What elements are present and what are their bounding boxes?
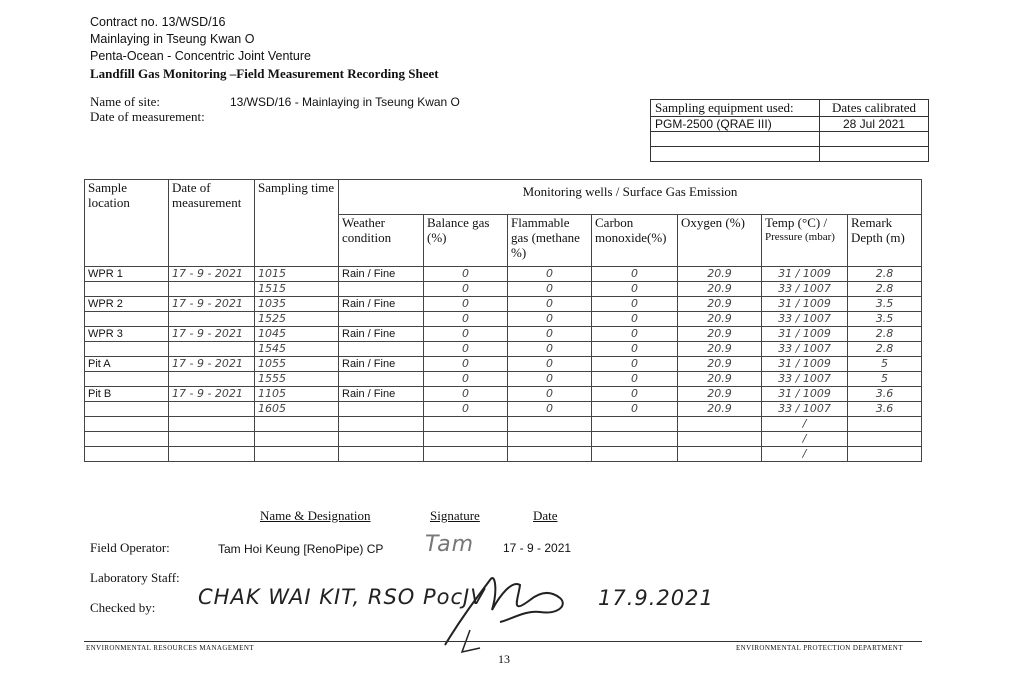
- date-cell: [169, 372, 255, 387]
- carbon-monoxide-cell: 0: [592, 282, 678, 297]
- oxygen-cell: 20.9: [678, 327, 762, 342]
- table-row: [85, 372, 922, 387]
- checked-by-label: Checked by:: [90, 600, 156, 615]
- depth-cell: [848, 417, 922, 432]
- oxygen-cell: [678, 417, 762, 432]
- col-temp-header: [762, 215, 848, 267]
- temp-pressure-cell: 31 / 1009: [762, 267, 848, 282]
- temp-pressure-cell: /: [762, 447, 848, 462]
- flammable-gas-cell: 0: [508, 357, 592, 372]
- date-cell: 17 - 9 - 2021: [169, 297, 255, 312]
- date-cell: 17 - 9 - 2021: [169, 387, 255, 402]
- field-operator-signature: Tam: [425, 532, 475, 557]
- table-row: [85, 297, 922, 312]
- table-row: [85, 387, 922, 402]
- weather-cell: Rain / Fine: [339, 297, 424, 312]
- table-row: [85, 327, 922, 342]
- depth-cell: 3.5: [848, 312, 922, 327]
- oxygen-cell: 20.9: [678, 402, 762, 417]
- location-cell: [85, 432, 169, 447]
- time-cell: 1605: [255, 402, 339, 417]
- weather-cell: Rain / Fine: [339, 267, 424, 282]
- equipment-blank-cell: [651, 147, 820, 162]
- temp-pressure-cell: 31 / 1009: [762, 327, 848, 342]
- weather-cell: [339, 372, 424, 387]
- col-flammable-header: Flammable gas (methane %): [508, 215, 592, 267]
- oxygen-cell: 20.9: [678, 357, 762, 372]
- balance-gas-cell: 0: [424, 327, 508, 342]
- oxygen-cell: [678, 432, 762, 447]
- date-cell: 17 - 9 - 2021: [169, 357, 255, 372]
- flammable-gas-cell: 0: [508, 342, 592, 357]
- oxygen-cell: 20.9: [678, 387, 762, 402]
- table-row: [85, 312, 922, 327]
- oxygen-cell: [678, 447, 762, 462]
- date-cell: [169, 282, 255, 297]
- col-date-header: Date of measurement: [169, 180, 255, 267]
- location-cell: [85, 372, 169, 387]
- temp-pressure-cell: 33 / 1007: [762, 372, 848, 387]
- balance-gas-cell: 0: [424, 357, 508, 372]
- depth-cell: 3.5: [848, 297, 922, 312]
- weather-cell: [339, 447, 424, 462]
- carbon-monoxide-cell: 0: [592, 297, 678, 312]
- site-name-label: Name of site:: [90, 94, 161, 109]
- pressure-header-label: Pressure (mbar): [765, 231, 835, 243]
- depth-cell: 2.8: [848, 327, 922, 342]
- oxygen-cell: 20.9: [678, 312, 762, 327]
- location-cell: [85, 282, 169, 297]
- carbon-monoxide-cell: 0: [592, 357, 678, 372]
- flammable-gas-cell: 0: [508, 327, 592, 342]
- table-row: [85, 432, 922, 447]
- flammable-gas-cell: [508, 417, 592, 432]
- table-row: [85, 282, 922, 297]
- balance-gas-cell: 0: [424, 372, 508, 387]
- date-header: Date: [533, 508, 558, 523]
- checked-by-name: CHAK WAI KIT, RSO PocJV: [198, 585, 486, 609]
- table-body: [85, 267, 922, 462]
- depth-cell: 5: [848, 357, 922, 372]
- table-row: [85, 417, 922, 432]
- flammable-gas-cell: [508, 432, 592, 447]
- oxygen-cell: 20.9: [678, 267, 762, 282]
- oxygen-cell: 20.9: [678, 297, 762, 312]
- carbon-monoxide-cell: [592, 417, 678, 432]
- oxygen-cell: 20.9: [678, 372, 762, 387]
- site-name-value: 13/WSD/16 - Mainlaying in Tseung Kwan O: [230, 95, 460, 109]
- depth-cell: 2.8: [848, 342, 922, 357]
- equipment-blank-cell: [651, 132, 820, 147]
- oxygen-cell: 20.9: [678, 282, 762, 297]
- time-cell: 1545: [255, 342, 339, 357]
- time-cell: 1525: [255, 312, 339, 327]
- temp-pressure-cell: 33 / 1007: [762, 342, 848, 357]
- location-cell: [85, 402, 169, 417]
- balance-gas-cell: [424, 447, 508, 462]
- field-operator-name: Tam Hoi Keung [RenoPipe) CP: [218, 542, 384, 556]
- temp-pressure-cell: 31 / 1009: [762, 297, 848, 312]
- balance-gas-cell: 0: [424, 402, 508, 417]
- temp-pressure-cell: 31 / 1009: [762, 357, 848, 372]
- temp-pressure-cell: 33 / 1007: [762, 402, 848, 417]
- time-cell: [255, 432, 339, 447]
- date-cell: [169, 342, 255, 357]
- flammable-gas-cell: 0: [508, 297, 592, 312]
- field-operator-date: 17 - 9 - 2021: [503, 541, 572, 555]
- balance-gas-cell: 0: [424, 297, 508, 312]
- balance-gas-cell: [424, 432, 508, 447]
- col-co-header: Carbon monoxide(%): [592, 215, 678, 267]
- carbon-monoxide-cell: 0: [592, 372, 678, 387]
- time-cell: 1055: [255, 357, 339, 372]
- balance-gas-cell: 0: [424, 282, 508, 297]
- footer-rule: [84, 641, 922, 642]
- lab-staff-label: Laboratory Staff:: [90, 570, 180, 585]
- measurement-date-label: Date of measurement:: [90, 109, 205, 124]
- depth-cell: [848, 447, 922, 462]
- balance-gas-cell: [424, 417, 508, 432]
- temp-pressure-cell: 33 / 1007: [762, 312, 848, 327]
- table-row: [85, 342, 922, 357]
- group-header: Monitoring wells / Surface Gas Emission: [339, 180, 922, 215]
- flammable-gas-cell: [508, 447, 592, 462]
- location-cell: [85, 447, 169, 462]
- temp-pressure-cell: /: [762, 432, 848, 447]
- flammable-gas-cell: 0: [508, 402, 592, 417]
- equipment-header: Sampling equipment used:: [651, 100, 820, 117]
- temp-pressure-cell: 33 / 1007: [762, 282, 848, 297]
- location-cell: [85, 417, 169, 432]
- date-cell: [169, 312, 255, 327]
- location-cell: WPR 3: [85, 327, 169, 342]
- weather-cell: Rain / Fine: [339, 327, 424, 342]
- table-row: [85, 357, 922, 372]
- carbon-monoxide-cell: 0: [592, 387, 678, 402]
- time-cell: [255, 447, 339, 462]
- contractor-name: Penta-Ocean - Concentric Joint Venture: [90, 49, 311, 63]
- temp-pressure-cell: 31 / 1009: [762, 387, 848, 402]
- balance-gas-cell: 0: [424, 267, 508, 282]
- page-number: 13: [498, 652, 510, 666]
- location-cell: Pit B: [85, 387, 169, 402]
- depth-cell: 3.6: [848, 402, 922, 417]
- header-block: [90, 14, 439, 82]
- time-cell: 1105: [255, 387, 339, 402]
- sheet-title: Landfill Gas Monitoring –Field Measurement Recording Sheet: [90, 66, 439, 81]
- depth-cell: [848, 432, 922, 447]
- weather-cell: [339, 417, 424, 432]
- carbon-monoxide-cell: 0: [592, 267, 678, 282]
- location-cell: [85, 312, 169, 327]
- date-cell: [169, 417, 255, 432]
- balance-gas-cell: 0: [424, 312, 508, 327]
- carbon-monoxide-cell: 0: [592, 342, 678, 357]
- carbon-monoxide-cell: 0: [592, 327, 678, 342]
- depth-cell: 2.8: [848, 267, 922, 282]
- time-cell: 1015: [255, 267, 339, 282]
- flammable-gas-cell: 0: [508, 372, 592, 387]
- date-cell: 17 - 9 - 2021: [169, 327, 255, 342]
- date-cell: [169, 432, 255, 447]
- equipment-value: PGM-2500 (QRAE III): [651, 117, 820, 132]
- equipment-table: [650, 99, 929, 162]
- checked-by-date: 17.9.2021: [598, 586, 714, 610]
- table-row: [85, 447, 922, 462]
- footer-left: ENVIRONMENTAL RESOURCES MANAGEMENT: [86, 644, 254, 652]
- weather-cell: [339, 282, 424, 297]
- location-cell: Pit A: [85, 357, 169, 372]
- col-remark-header: Remark Depth (m): [848, 215, 922, 267]
- temp-pressure-cell: /: [762, 417, 848, 432]
- weather-cell: Rain / Fine: [339, 357, 424, 372]
- date-cell: [169, 402, 255, 417]
- weather-cell: [339, 342, 424, 357]
- location-cell: WPR 2: [85, 297, 169, 312]
- flammable-gas-cell: 0: [508, 267, 592, 282]
- project-name: Mainlaying in Tseung Kwan O: [90, 32, 255, 46]
- field-operator-label: Field Operator:: [90, 540, 170, 555]
- weather-cell: [339, 402, 424, 417]
- monitoring-table: [84, 179, 922, 462]
- date-cell: [169, 447, 255, 462]
- table-row: [85, 402, 922, 417]
- weather-cell: [339, 432, 424, 447]
- equipment-blank-cell: [820, 132, 929, 147]
- time-cell: 1555: [255, 372, 339, 387]
- col-weather-header: Weather condition: [339, 215, 424, 267]
- balance-gas-cell: 0: [424, 342, 508, 357]
- name-designation-header: Name & Designation: [260, 508, 371, 523]
- carbon-monoxide-cell: [592, 432, 678, 447]
- oxygen-cell: 20.9: [678, 342, 762, 357]
- col-oxygen-header: Oxygen (%): [678, 215, 762, 267]
- depth-cell: 2.8: [848, 282, 922, 297]
- time-cell: 1045: [255, 327, 339, 342]
- balance-gas-cell: 0: [424, 387, 508, 402]
- table-row: [85, 267, 922, 282]
- location-cell: WPR 1: [85, 267, 169, 282]
- contract-number: Contract no. 13/WSD/16: [90, 15, 226, 29]
- date-cell: 17 - 9 - 2021: [169, 267, 255, 282]
- flammable-gas-cell: 0: [508, 387, 592, 402]
- signature-header: Signature: [430, 508, 480, 523]
- carbon-monoxide-cell: 0: [592, 402, 678, 417]
- col-location-header: Sample location: [85, 180, 169, 267]
- weather-cell: [339, 312, 424, 327]
- calibration-date-value: 28 Jul 2021: [820, 117, 929, 132]
- time-cell: 1035: [255, 297, 339, 312]
- temp-header-label: Temp (°C) /: [765, 215, 828, 230]
- location-cell: [85, 342, 169, 357]
- flammable-gas-cell: 0: [508, 282, 592, 297]
- carbon-monoxide-cell: 0: [592, 312, 678, 327]
- time-cell: [255, 417, 339, 432]
- time-cell: 1515: [255, 282, 339, 297]
- calibrated-header: Dates calibrated: [820, 100, 929, 117]
- footer-right: ENVIRONMENTAL PROTECTION DEPARTMENT: [736, 644, 903, 652]
- weather-cell: Rain / Fine: [339, 387, 424, 402]
- col-time-header: Sampling time: [255, 180, 339, 267]
- equipment-blank-cell: [820, 147, 929, 162]
- flammable-gas-cell: 0: [508, 312, 592, 327]
- depth-cell: 3.6: [848, 387, 922, 402]
- depth-cell: 5: [848, 372, 922, 387]
- col-balance-header: Balance gas (%): [424, 215, 508, 267]
- carbon-monoxide-cell: [592, 447, 678, 462]
